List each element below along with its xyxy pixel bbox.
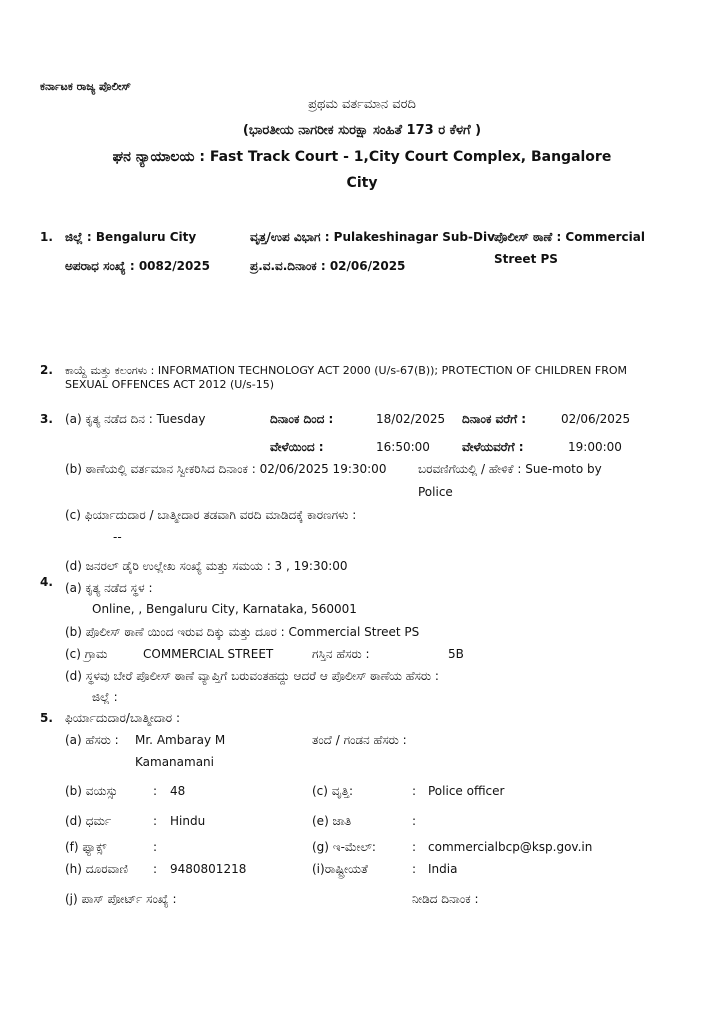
- time-to-value: 19:00:00: [568, 440, 622, 454]
- name-label: (a) ಹೆಸರು :: [65, 733, 119, 747]
- police-station-field: ಪೊಲೀಸ್ ಠಾಣೆ : Commercial: [494, 230, 645, 244]
- phone-value: 9480801218: [170, 862, 247, 876]
- religion-colon: :: [153, 814, 158, 828]
- time-to-label: ವೇಳೆಯವರೆಗೆ :: [462, 440, 524, 454]
- info-type-cont: Police: [418, 485, 453, 499]
- date-from-label: ದಿನಾಂಕ ದಿಂದ :: [270, 412, 334, 426]
- delay-reason-label: (c) ಫಿರ್ಯಾದುದಾರ / ಬಾತ್ಮೀದಾರ ತಡವಾಗಿ ವರದಿ ಮಾಡಿದಕ್ಕೆ ಕಾರಣಗಳು :: [65, 508, 357, 522]
- father-husband-label: ತಂದೆ / ಗಂಡನ ಹೆಸರು :: [312, 733, 407, 747]
- phone-colon: :: [153, 862, 158, 876]
- email-colon: :: [412, 840, 417, 854]
- court-line-1: ಘನ ನ್ಯಾಯಾಲಯ : Fast Track Court - 1,City Court Complex, Bangalore: [112, 149, 612, 165]
- complainant-heading: ಫಿರ್ಯಾದುದಾರ/ಬಾತ್ಮೀದಾರ :: [65, 711, 181, 725]
- police-station-field-cont: Street PS: [494, 252, 558, 266]
- village-value: COMMERCIAL STREET: [143, 647, 274, 661]
- occurrence-day: (a) ಕೃತ್ಯ ನಡೆದ ದಿನ : Tuesday: [65, 412, 206, 426]
- occupation-label: (c) ವೃತ್ತಿ:: [312, 784, 354, 798]
- caste-colon: :: [412, 814, 417, 828]
- info-received-date: (b) ಠಾಣೆಯಲ್ಲಿ ವರ್ತಮಾನ ಸ್ವೀಕರಿಸಿದ ದಿನಾಂಕ : 02/06/2025 19:30:00: [65, 462, 387, 476]
- email-label: (g) ಇ-ಮೇಲ್:: [312, 840, 376, 854]
- org-name: ಕರ್ನಾಟಕ ರಾಜ್ಯ ಪೊಲೀಸ್: [40, 80, 131, 93]
- section-2-number: 2.: [40, 363, 53, 377]
- place-of-occurrence-label: (a) ಕೃತ್ಯ ನಡೆದ ಸ್ಥಳ :: [65, 581, 153, 595]
- name-value: Mr. Ambaray M: [135, 733, 226, 747]
- place-of-occurrence-value: Online, , Bengaluru City, Karnataka, 560001: [92, 602, 357, 616]
- age-colon: :: [153, 784, 158, 798]
- section-4-number: 4.: [40, 575, 53, 589]
- email-value: commercialbcp@ksp.gov.in: [428, 840, 593, 854]
- crime-number-field: ಅಪರಾಧ ಸಂಖ್ಯೆ : 0082/2025: [65, 259, 211, 273]
- age-value: 48: [170, 784, 186, 798]
- date-to-value: 02/06/2025: [561, 412, 631, 426]
- court-line-2: City: [346, 175, 378, 191]
- age-label: (b) ವಯಸ್ಸು: [65, 784, 118, 798]
- other-police-station: (d) ಸ್ಥಳವು ಬೇರೆ ಪೊಲೀಸ್ ಠಾಣೆ ವ್ಯಾಪ್ತಿಗೆ ಬರುವಂತಹದ್ದು ಆದರೆ ಆ ಪೊಲೀಸ್ ಠಾಣೆಯ ಹೆಸರು :: [65, 669, 439, 683]
- section-3-number: 3.: [40, 412, 53, 426]
- name-value-cont: Kamanamani: [135, 755, 214, 769]
- date-to-label: ದಿನಾಂಕ ವರೆಗೆ :: [462, 412, 527, 426]
- fax-colon: :: [153, 840, 158, 854]
- occupation-value: Police officer: [428, 784, 505, 798]
- section-5-number: 5.: [40, 711, 53, 725]
- fax-label: (f) ಫ್ಯಾಕ್ಸ್: [65, 840, 107, 854]
- subdivision-field: ವೃತ್ತ/ಉಪ ವಿಭಾಗ : Pulakeshinagar Sub-Div: [250, 230, 495, 244]
- general-diary-reference: (d) ಜನರಲ್ ಡೈರಿ ಉಲ್ಲೇಖ ಸಂಖ್ಯೆ ಮತ್ತು ಸಮಯ : 3 , 19:30:00: [65, 559, 348, 573]
- info-type: ಬರವಣಿಗೆಯಲ್ಲಿ / ಹೇಳಿಕೆ : Sue-moto by: [418, 462, 602, 476]
- passport-number-label: (j) ಪಾಸ್ ಪೋರ್ಟ್ ಸಂಖ್ಯೆ :: [65, 892, 177, 906]
- document-subtitle: (ಭಾರತೀಯ ನಾಗರೀಕ ಸುರಕ್ಷಾ ಸಂಹಿತೆ 173 ರ ಕೆಳಗೆ ): [242, 123, 482, 138]
- fir-date-field: ಪ್ರ.ವ.ವ.ದಿನಾಂಕ : 02/06/2025: [250, 259, 406, 273]
- nationality-value: India: [428, 862, 458, 876]
- acts-sections-line-1: ಕಾಯ್ದೆ ಮತ್ತು ಕಲಂಗಳು : INFORMATION TECHNOLOGY ACT 2000 (U/s-67(B)); PROTECTION OF CHILDREN FROM: [65, 364, 627, 377]
- time-from-value: 16:50:00: [376, 440, 430, 454]
- district-field: ಜಿಲ್ಲೆ : Bengaluru City: [65, 230, 197, 244]
- religion-label: (d) ಧರ್ಮ: [65, 814, 112, 828]
- date-from-value: 18/02/2025: [376, 412, 446, 426]
- phone-label: (h) ದೂರವಾಣಿ: [65, 862, 128, 876]
- village-label: (c) ಗ್ರಾಮ: [65, 647, 108, 661]
- other-district: ಜಿಲ್ಲೆ :: [92, 690, 118, 704]
- occupation-colon: :: [412, 784, 417, 798]
- caste-label: (e) ಜಾತಿ: [312, 814, 352, 828]
- beat-label: ಗಸ್ತಿನ ಹೆಸರು :: [312, 647, 370, 661]
- acts-sections-line-2: SEXUAL OFFENCES ACT 2012 (U/s-15): [65, 378, 275, 391]
- section-1-number: 1.: [40, 230, 53, 244]
- religion-value: Hindu: [170, 814, 206, 828]
- nationality-colon: :: [412, 862, 417, 876]
- document-title: ಪ್ರಥಮ ವರ್ತಮಾನ ವರದಿ: [308, 97, 416, 112]
- passport-issue-date-label: ನೀಡಿದ ದಿನಾಂಕ :: [412, 892, 479, 906]
- delay-reason-value: --: [113, 530, 122, 544]
- beat-value: 5B: [448, 647, 464, 661]
- time-from-label: ವೇಳೆಯಿಂದ :: [270, 440, 324, 454]
- nationality-label: (i)ರಾಷ್ಟ್ರೀಯತೆ: [312, 862, 368, 876]
- direction-distance: (b) ಪೊಲೀಸ್ ಠಾಣೆ ಯಿಂದ ಇರುವ ದಿಕ್ಕು ಮತ್ತು ದೂರ : Commercial Street PS: [65, 625, 420, 639]
